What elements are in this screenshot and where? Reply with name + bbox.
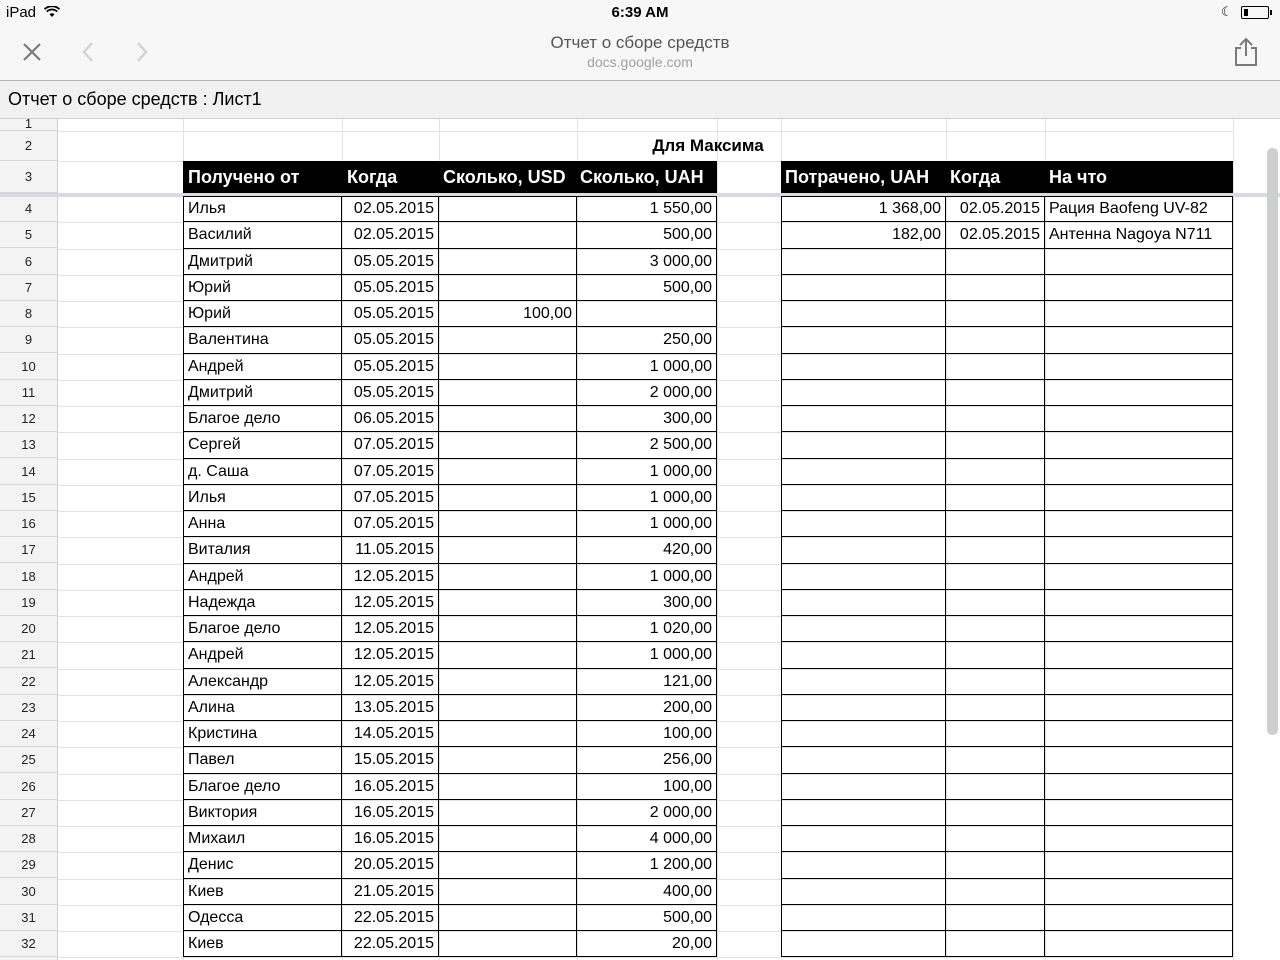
header-uah: Сколько, UAH [580,167,704,187]
cell-received-date[interactable]: 16.05.2015 [342,800,439,826]
cell-spent-date[interactable] [946,642,1045,669]
cell-spent-date[interactable] [946,432,1045,459]
cell-uah[interactable]: 2 000,00 [577,800,717,826]
cell-received-date[interactable]: 12.05.2015 [342,564,439,590]
cell-received-date[interactable]: 02.05.2015 [342,196,439,222]
cell-spent-amount[interactable] [781,721,946,747]
cell-spent-purpose[interactable] [1045,537,1233,564]
cell-usd[interactable] [439,826,577,852]
row-header[interactable]: 8 [0,301,57,327]
cell-usd[interactable] [439,511,577,537]
cell-uah[interactable]: 3 000,00 [577,249,717,275]
cell-received-date[interactable]: 21.05.2015 [342,879,439,905]
row-header[interactable]: 31 [0,905,57,931]
cell-spent-date[interactable] [946,406,1045,432]
share-button[interactable] [1230,36,1262,68]
cell-uah[interactable]: 1 020,00 [577,616,717,642]
cell-received-date[interactable]: 07.05.2015 [342,459,439,485]
row-header[interactable]: 21 [0,642,57,668]
cell-uah[interactable]: 400,00 [577,879,717,905]
cell-usd[interactable] [439,800,577,826]
cell-spent-amount[interactable] [781,695,946,721]
cell-uah[interactable]: 4 000,00 [577,826,717,852]
header-spent-uah: Потрачено, UAH [785,167,930,187]
cell-uah[interactable]: 20,00 [577,931,717,957]
cell-spent-purpose[interactable] [1045,721,1233,747]
sheet-title-bar [0,81,1280,119]
cell-received-date[interactable]: 06.05.2015 [342,406,439,432]
cell-received-date[interactable]: 05.05.2015 [342,301,439,327]
header-usd: Сколько, USD [443,167,566,187]
cell-spent-purpose[interactable] [1045,669,1233,695]
cell-spent-amount[interactable] [781,931,946,957]
received-header [183,161,717,193]
cell-received-from[interactable]: Киев [183,931,342,957]
cell-spent-date[interactable] [946,354,1045,380]
cell-received-from[interactable]: Юрий [183,275,342,301]
page-title: Отчет о сборе средств [550,33,730,52]
cell-spent-purpose[interactable] [1045,642,1233,669]
cell-spent-date[interactable] [946,879,1045,905]
cell-received-from[interactable]: Дмитрий [183,249,342,275]
cell-spent-date[interactable] [946,747,1045,774]
row-header[interactable]: 22 [0,669,57,695]
row-header[interactable]: 9 [0,327,57,353]
cell-received-date[interactable]: 20.05.2015 [342,852,439,879]
cell-uah[interactable]: 1 000,00 [577,485,717,511]
cell-spent-amount[interactable] [781,905,946,931]
cell-spent-amount[interactable] [781,852,946,879]
cell-spent-purpose[interactable] [1045,826,1233,852]
cell-spent-date[interactable] [946,774,1045,800]
status-bar [0,0,1280,26]
page-url: docs.google.com [587,54,693,70]
cell-usd[interactable] [439,380,577,406]
cell-usd[interactable] [439,222,577,249]
cell-spent-purpose[interactable] [1045,511,1233,537]
sheet-title: Отчет о сборе средств : Лист1 [8,89,262,109]
cell-received-from[interactable]: Илья [183,196,342,222]
cell-received-from[interactable]: Михаил [183,826,342,852]
cell-spent-date[interactable] [946,459,1045,485]
cell-spent-amount[interactable] [781,327,946,354]
cell-received-date[interactable]: 05.05.2015 [342,354,439,380]
cell-usd[interactable] [439,931,577,957]
cell-usd[interactable] [439,249,577,275]
cell-usd[interactable] [439,537,577,564]
cell-received-date[interactable]: 22.05.2015 [342,905,439,931]
cell-spent-date[interactable] [946,564,1045,590]
cell-spent-purpose[interactable] [1045,459,1233,485]
cell-uah[interactable]: 1 000,00 [577,459,717,485]
vertical-scrollbar[interactable] [1267,148,1278,735]
cell-received-date[interactable]: 12.05.2015 [342,590,439,616]
cell-spent-date[interactable] [946,590,1045,616]
table-border [183,196,717,197]
row-header[interactable]: 11 [0,380,57,406]
section-title: Для Максима [652,136,764,155]
cell-spent-purpose[interactable] [1045,747,1233,774]
row-header[interactable]: 27 [0,800,57,826]
cell-usd[interactable] [439,327,577,354]
cell-spent-purpose[interactable] [1045,275,1233,301]
row-headers [0,119,58,960]
cell-uah[interactable]: 200,00 [577,695,717,721]
cell-usd[interactable] [439,485,577,511]
cell-spent-purpose[interactable] [1045,564,1233,590]
cell-spent-amount[interactable] [781,590,946,616]
cell-usd[interactable] [439,354,577,380]
cell-received-date[interactable]: 15.05.2015 [342,747,439,774]
row-header[interactable]: 13 [0,432,57,458]
cell-received-from[interactable]: Валентина [183,327,342,354]
cell-spent-date[interactable] [946,249,1045,275]
cell-spent-date[interactable] [946,931,1045,957]
clock: 6:39 AM [611,4,669,21]
cell-usd[interactable] [439,642,577,669]
grid-line [717,119,718,960]
cell-spent-amount[interactable] [781,406,946,432]
cell-spent-amount[interactable]: 182,00 [781,222,946,249]
row-header[interactable]: 2 [0,131,57,161]
cell-received-date[interactable]: 05.05.2015 [342,275,439,301]
cell-received-date[interactable]: 05.05.2015 [342,249,439,275]
cell-spent-purpose[interactable] [1045,380,1233,406]
header-received-from: Получено от [188,167,300,187]
cell-received-from[interactable]: Сергей [183,432,342,459]
cell-uah[interactable]: 500,00 [577,275,717,301]
share-icon [1233,37,1259,67]
cell-uah[interactable]: 500,00 [577,905,717,931]
cell-spent-purpose[interactable] [1045,879,1233,905]
cell-received-date[interactable]: 16.05.2015 [342,826,439,852]
cell-received-from[interactable]: Юрий [183,301,342,327]
header-spent-purpose: На что [1049,167,1108,187]
cell-spent-date[interactable] [946,301,1045,327]
cell-spent-date[interactable] [946,669,1045,695]
do-not-disturb-icon: ☾ [1221,4,1233,19]
header-received-date: Когда [347,167,398,187]
cell-received-from[interactable]: д. Саша [183,459,342,485]
cell-spent-date[interactable]: 02.05.2015 [946,222,1045,249]
cell-uah[interactable]: 256,00 [577,747,717,774]
cell-received-date[interactable]: 12.05.2015 [342,616,439,642]
cell-received-from[interactable]: Анна [183,511,342,537]
cell-uah[interactable]: 100,00 [577,774,717,800]
cell-spent-purpose[interactable] [1045,852,1233,879]
cell-spent-date[interactable] [946,905,1045,931]
cell-uah[interactable]: 1 550,00 [577,196,717,222]
cell-uah[interactable]: 500,00 [577,222,717,249]
cell-spent-date[interactable] [946,485,1045,511]
cell-spent-purpose[interactable]: Рация Baofeng UV-82 [1045,196,1233,222]
cell-received-from[interactable]: Благое дело [183,616,342,642]
row-header[interactable]: 6 [0,249,57,275]
cell-received-from[interactable]: Надежда [183,590,342,616]
cell-received-date[interactable]: 05.05.2015 [342,380,439,406]
cell-spent-amount[interactable]: 1 368,00 [781,196,946,222]
cell-usd[interactable] [439,275,577,301]
row-header[interactable]: 10 [0,354,57,380]
cell-spent-purpose[interactable] [1045,485,1233,511]
cell-received-from[interactable]: Андрей [183,564,342,590]
cell-received-date[interactable]: 07.05.2015 [342,511,439,537]
cell-usd[interactable] [439,406,577,432]
cell-usd[interactable] [439,669,577,695]
cell-spent-amount[interactable] [781,879,946,905]
cell-spent-amount[interactable] [781,459,946,485]
cell-spent-amount[interactable] [781,354,946,380]
row-header[interactable]: 25 [0,747,57,773]
cell-spent-purpose[interactable] [1045,327,1233,354]
cell-spent-purpose[interactable] [1045,301,1233,327]
cell-uah[interactable]: 1 000,00 [577,511,717,537]
row-header[interactable]: 24 [0,721,57,747]
cell-spent-date[interactable] [946,511,1045,537]
cell-spent-date[interactable] [946,537,1045,564]
header-spent-date: Когда [950,167,1001,187]
row-header[interactable]: 14 [0,459,57,485]
cell-received-date[interactable]: 14.05.2015 [342,721,439,747]
row-header[interactable]: 19 [0,590,57,616]
cell-uah[interactable]: 121,00 [577,669,717,695]
cell-spent-purpose[interactable] [1045,800,1233,826]
cell-received-from[interactable]: Виталия [183,537,342,564]
cell-uah[interactable]: 1 200,00 [577,852,717,879]
cell-spent-date[interactable] [946,800,1045,826]
cell-spent-purpose[interactable] [1045,931,1233,957]
cell-spent-amount[interactable] [781,826,946,852]
row-header[interactable]: 15 [0,485,57,511]
cell-uah[interactable]: 1 000,00 [577,564,717,590]
cell-usd[interactable] [439,616,577,642]
cell-usd[interactable] [439,590,577,616]
row-header[interactable]: 20 [0,616,57,642]
cell-usd[interactable] [439,852,577,879]
cell-received-date[interactable]: 07.05.2015 [342,485,439,511]
cell-received-from[interactable]: Денис [183,852,342,879]
row-header[interactable]: 32 [0,931,57,957]
cell-uah[interactable]: 2 500,00 [577,432,717,459]
cell-received-date[interactable]: 05.05.2015 [342,327,439,354]
row-header[interactable]: 4 [0,196,57,222]
cell-usd[interactable] [439,774,577,800]
cell-uah[interactable]: 300,00 [577,406,717,432]
cell-received-date[interactable]: 13.05.2015 [342,695,439,721]
cell-received-date[interactable]: 11.05.2015 [342,537,439,564]
cell-usd[interactable] [439,695,577,721]
cell-usd[interactable] [439,905,577,931]
grid-line [1233,119,1234,960]
cell-spent-purpose[interactable] [1045,590,1233,616]
cell-received-date[interactable]: 16.05.2015 [342,774,439,800]
cell-received-from[interactable]: Павел [183,747,342,774]
cell-received-from[interactable]: Андрей [183,642,342,669]
cell-spent-amount[interactable] [781,747,946,774]
cell-received-date[interactable]: 12.05.2015 [342,669,439,695]
cell-spent-date[interactable]: 02.05.2015 [946,196,1045,222]
row-header[interactable]: 26 [0,774,57,800]
cell-received-from[interactable]: Виктория [183,800,342,826]
table-border [781,196,1233,197]
cell-received-from[interactable]: Александр [183,669,342,695]
cell-uah[interactable]: 2 000,00 [577,380,717,406]
row-header[interactable]: 16 [0,511,57,537]
cell-spent-amount[interactable] [781,616,946,642]
cell-received-from[interactable]: Благое дело [183,406,342,432]
cell-uah[interactable] [577,301,717,327]
cell-spent-purpose[interactable] [1045,432,1233,459]
cell-received-date[interactable]: 12.05.2015 [342,642,439,669]
grid-line [57,957,1233,958]
cell-received-date[interactable]: 22.05.2015 [342,931,439,957]
cell-spent-amount[interactable] [781,511,946,537]
cell-spent-purpose[interactable]: Антенна Nagoya N711 [1045,222,1233,249]
cell-received-from[interactable]: Алина [183,695,342,721]
cell-spent-date[interactable] [946,721,1045,747]
cell-spent-amount[interactable] [781,249,946,275]
cell-uah[interactable]: 100,00 [577,721,717,747]
row-header[interactable]: 3 [0,161,57,193]
cell-spent-amount[interactable] [781,537,946,564]
row-header[interactable]: 12 [0,406,57,432]
cell-spent-purpose[interactable] [1045,406,1233,432]
cell-spent-date[interactable] [946,695,1045,721]
cell-received-from[interactable]: Одесса [183,905,342,931]
row-header[interactable]: 28 [0,826,57,852]
cell-usd[interactable] [439,432,577,459]
row-header[interactable]: 29 [0,852,57,878]
cell-usd[interactable]: 100,00 [439,301,577,327]
cell-usd[interactable] [439,196,577,222]
device-name: iPad [6,4,37,21]
cell-received-from[interactable]: Кристина [183,721,342,747]
row-header[interactable]: 30 [0,879,57,905]
cell-spent-amount[interactable] [781,642,946,669]
cell-spent-amount[interactable] [781,301,946,327]
cell-spent-date[interactable] [946,327,1045,354]
cell-spent-amount[interactable] [781,380,946,406]
cell-uah[interactable]: 250,00 [577,327,717,354]
row-header[interactable]: 17 [0,537,57,563]
cell-spent-date[interactable] [946,826,1045,852]
cell-uah[interactable]: 420,00 [577,537,717,564]
cell-spent-purpose[interactable] [1045,774,1233,800]
row-header[interactable]: 23 [0,695,57,721]
cell-received-from[interactable]: Киев [183,879,342,905]
cell-usd[interactable] [439,459,577,485]
cell-spent-amount[interactable] [781,432,946,459]
cell-uah[interactable]: 1 000,00 [577,642,717,669]
cell-received-date[interactable]: 02.05.2015 [342,222,439,249]
row-header[interactable]: 18 [0,564,57,590]
cell-received-from[interactable]: Илья [183,485,342,511]
cell-spent-purpose[interactable] [1045,695,1233,721]
cell-uah[interactable]: 1 000,00 [577,354,717,380]
cell-usd[interactable] [439,747,577,774]
cell-spent-date[interactable] [946,380,1045,406]
cell-spent-amount[interactable] [781,800,946,826]
cell-received-from[interactable]: Благое дело [183,774,342,800]
cell-spent-purpose[interactable] [1045,249,1233,275]
row-header[interactable]: 1 [0,119,57,131]
cell-spent-amount[interactable] [781,275,946,301]
cell-received-from[interactable]: Дмитрий [183,380,342,406]
cell-spent-date[interactable] [946,852,1045,879]
cell-spent-purpose[interactable] [1045,905,1233,931]
cell-spent-purpose[interactable] [1045,616,1233,642]
cell-received-from[interactable]: Василий [183,222,342,249]
spreadsheet-grid[interactable] [0,119,1280,960]
cell-received-date[interactable]: 07.05.2015 [342,432,439,459]
cell-spent-date[interactable] [946,616,1045,642]
cell-spent-amount[interactable] [781,485,946,511]
row-header[interactable]: 5 [0,222,57,248]
cell-received-from[interactable]: Андрей [183,354,342,380]
spent-header [781,161,1233,193]
cell-spent-amount[interactable] [781,564,946,590]
cell-spent-amount[interactable] [781,669,946,695]
cell-uah[interactable]: 300,00 [577,590,717,616]
cell-usd[interactable] [439,564,577,590]
cell-spent-purpose[interactable] [1045,354,1233,380]
browser-toolbar [0,26,1280,81]
row-header[interactable]: 7 [0,275,57,301]
battery-icon [1241,6,1269,19]
cell-spent-date[interactable] [946,275,1045,301]
cell-usd[interactable] [439,879,577,905]
cell-spent-amount[interactable] [781,774,946,800]
cell-usd[interactable] [439,721,577,747]
